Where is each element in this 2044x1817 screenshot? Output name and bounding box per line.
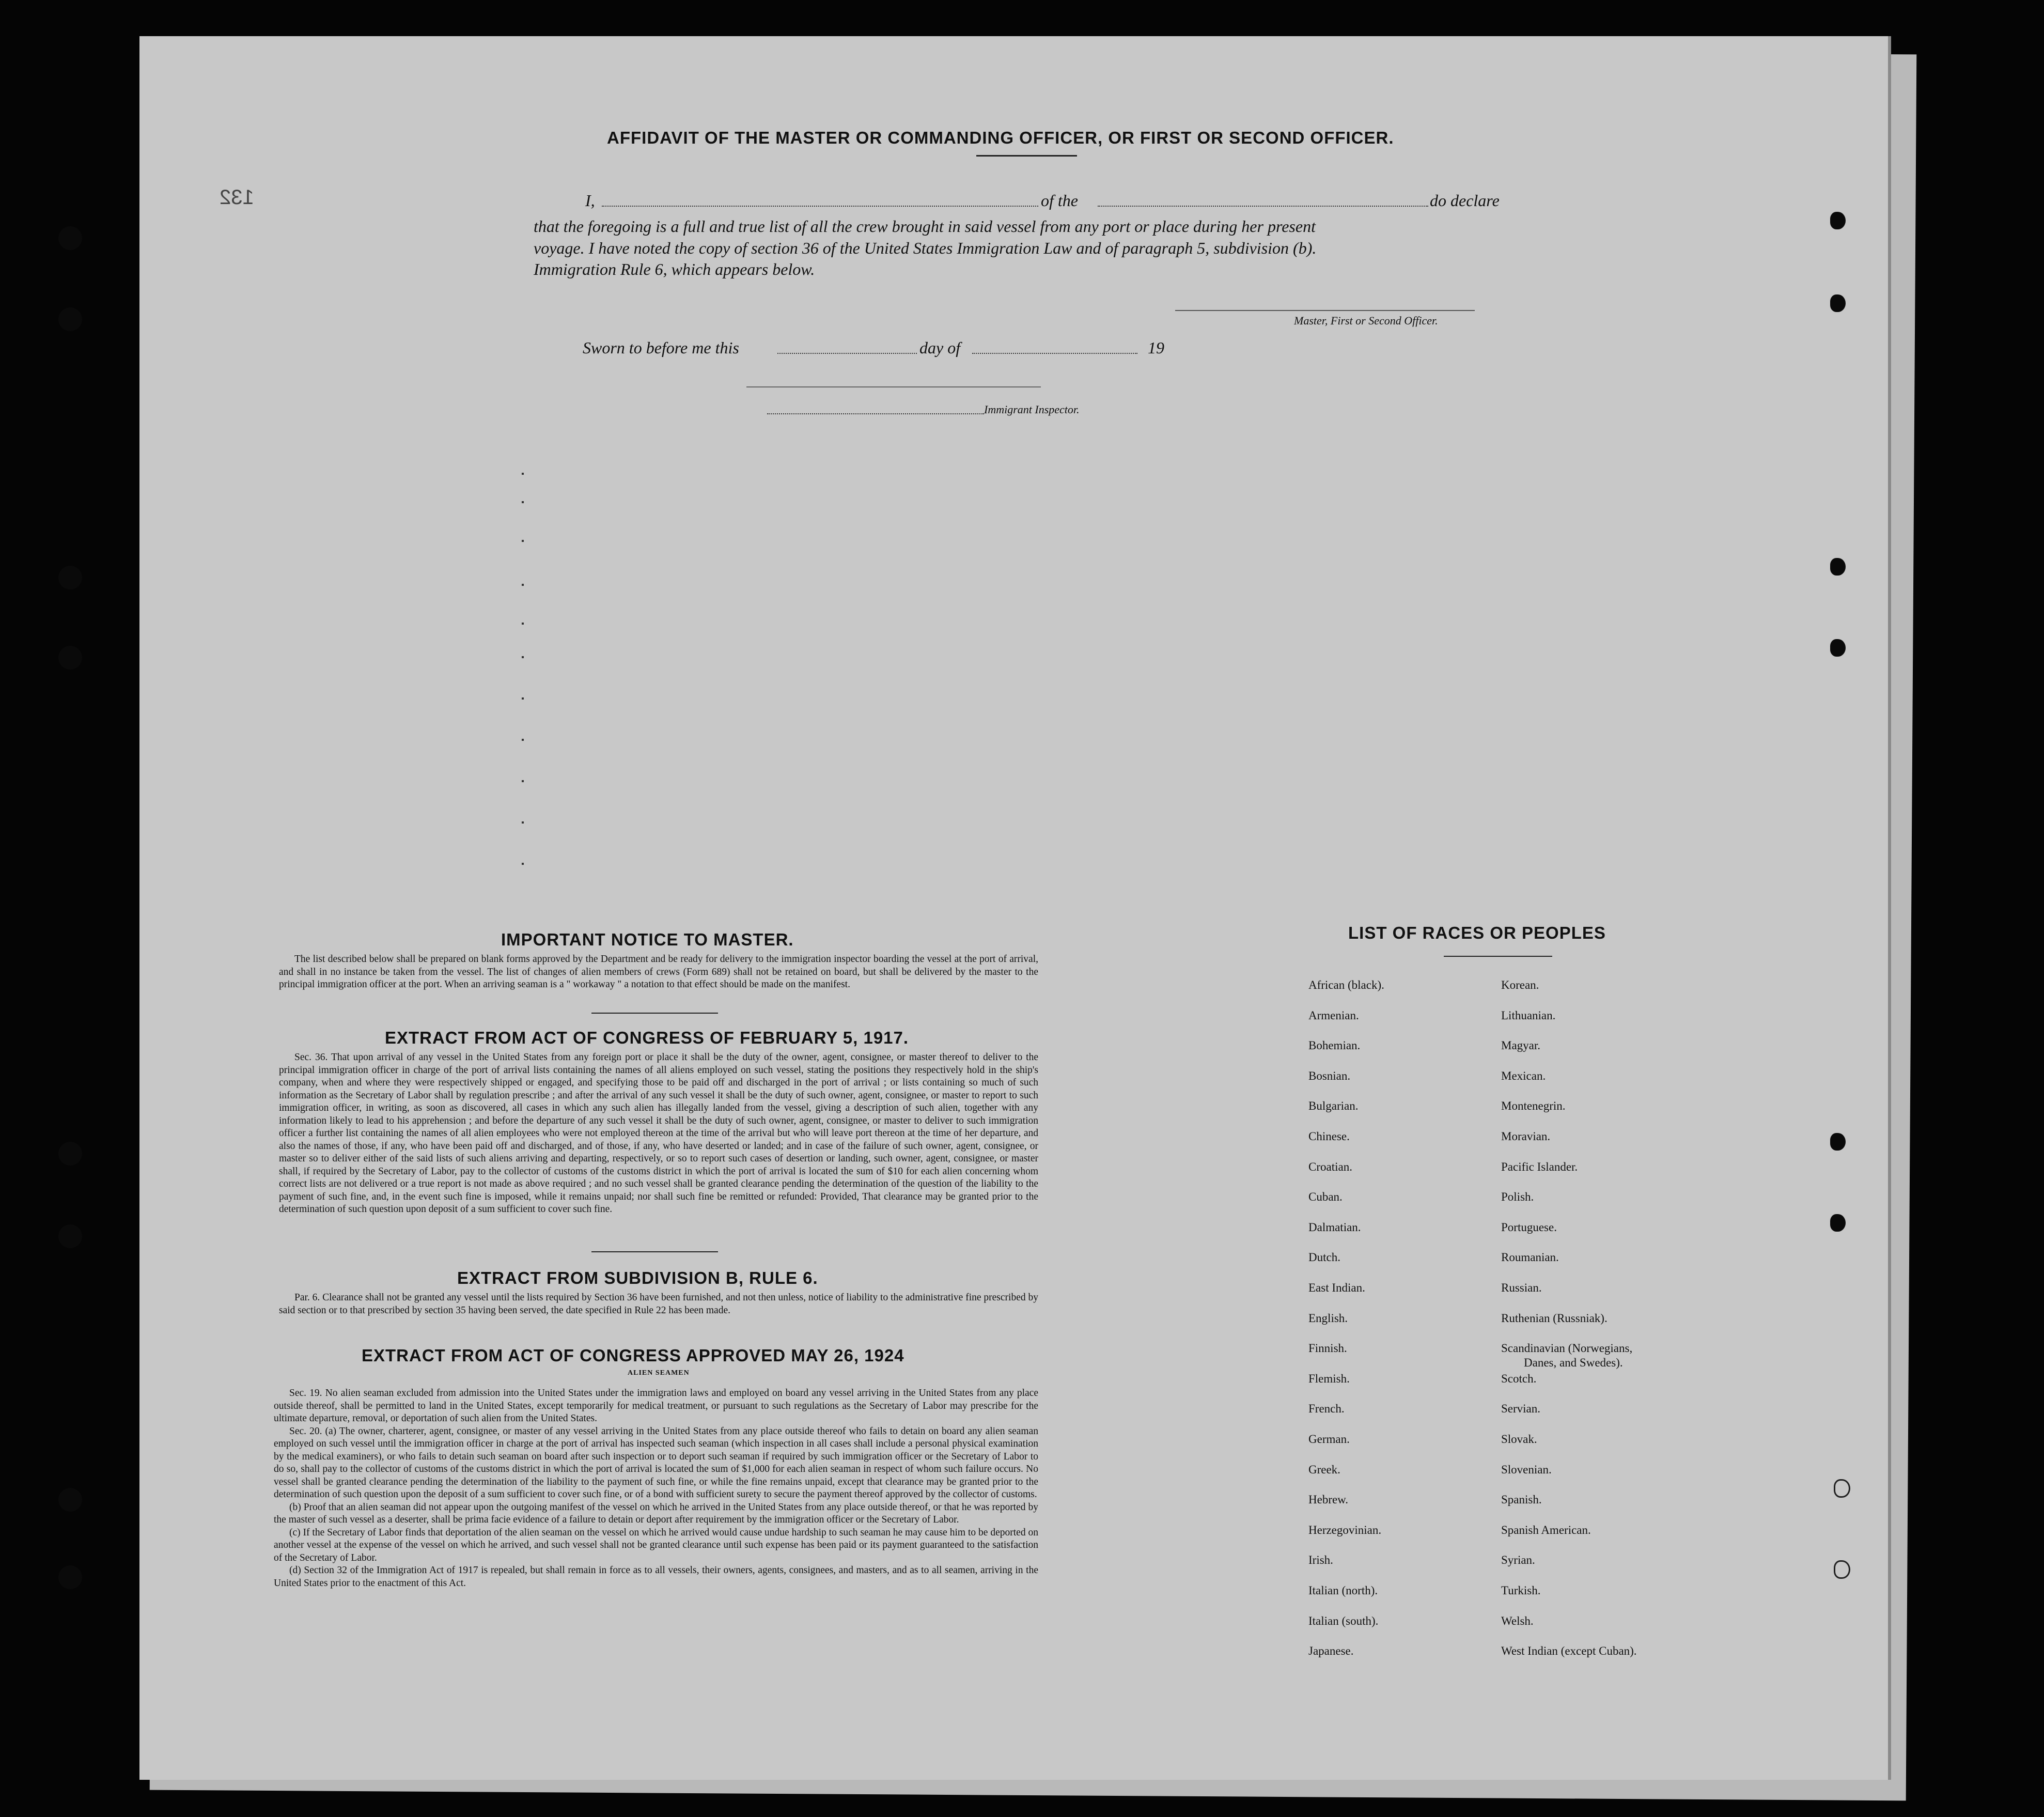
race-item-continuation: Danes, and Swedes). [1524,1356,1623,1369]
vessel-name-field[interactable] [1098,206,1428,207]
notice-title: IMPORTANT NOTICE TO MASTER. [501,930,794,949]
sec-19-paragraph: Sec. 19. No alien seaman excluded from admission into the United States under the immigration laws and employed on board any vessel arriving in the United States from any place outside thereof, shall be permitted to land in the United States, except temporarily for medical treatment, or pursuant to such regulations as the Secretary of Labor may prescribe for the ultimate departure, removal, or deportation of such alien from the United States. [274,1388,1038,1424]
race-item: Magyar. [1501,1039,1541,1052]
extract-rule6-title: EXTRACT FROM SUBDIVISION B, RULE 6. [457,1268,818,1287]
extract-1924-subtitle: ALIEN SEAMEN [628,1369,690,1377]
inspector-label: Immigrant Inspector. [984,403,1080,416]
binder-hole-left [58,307,82,331]
race-item: Armenian. [1308,1009,1359,1022]
extract-1917-rule [591,1251,718,1252]
master-name-field[interactable] [602,206,1038,207]
race-item: Japanese. [1308,1644,1354,1657]
race-item: Welsh. [1501,1614,1534,1627]
race-item: German. [1308,1433,1350,1446]
sec-20c-paragraph: (c) If the Secretary of Labor finds that deportation of the alien seaman on the vessel on which he arrived would cause undue hardship to such seaman he may cause him to be deported on another vessel at the expense of the vessel on which he arrived, and such vessel shall not be granted clearance until such expense has been paid or its payment guaranteed to the satisfaction of the Secretary of Labor. [274,1527,1038,1563]
race-item: Italian (south). [1308,1614,1379,1627]
race-item: Ruthenian (Russniak). [1501,1312,1608,1325]
race-item: Roumanian. [1501,1251,1559,1264]
race-item: Slovenian. [1501,1463,1552,1476]
race-item: Irish. [1308,1554,1333,1566]
race-item: Polish. [1501,1190,1534,1203]
race-item: Mexican. [1501,1069,1546,1082]
sec-20d-paragraph: (d) Section 32 of the Immigration Act of 1917 is repealed, but shall remain in force as to all vessels, their owners, agents, consignees, and masters, and as to all seamen, arriving in the United States prior to the enactment of this Act. [274,1565,1038,1589]
binder-hole-left [58,1224,82,1248]
binder-hole-right [1830,558,1846,576]
binder-hole-left [58,1565,82,1589]
race-item: Pacific Islander. [1501,1160,1578,1173]
affidavit-line-3: voyage. I have noted the copy of section 36 of the United States Immigration Law and of paragraph 5, subdivision (b). [534,239,1317,257]
race-item: Turkish. [1501,1584,1541,1597]
race-item: French. [1308,1402,1345,1415]
race-item: Greek. [1308,1463,1340,1476]
binder-hole-left [58,566,82,589]
race-item: Bulgarian. [1308,1099,1359,1112]
notice-paragraph: The list described below shall be prepared on blank forms approved by the Department and be ready for delivery to the immigration inspector boarding the vessel at the port of arrival, and shall in no instance be taken from the vessel. The list of changes of alien members of crews (Form 689) shall not be retained on board, but shall be delivered by the master to the principal immigration officer at the port. When an arriving seaman is a " workaway " a notation to that effect should be made on the manifest. [279,954,1038,990]
race-item: Croatian. [1308,1160,1352,1173]
affidavit-title: AFFIDAVIT OF THE MASTER OR COMMANDING OFFICER, OR FIRST OR SECOND OFFICER. [607,128,1394,147]
affidavit-line-4: Immigration Rule 6, which appears below. [534,260,815,278]
race-item: Servian. [1501,1402,1541,1415]
race-item: Spanish American. [1501,1524,1591,1536]
race-item: Korean. [1501,979,1539,991]
inspector-signature-field[interactable] [767,413,984,414]
race-item: Scotch. [1501,1372,1537,1385]
race-item: Italian (north). [1308,1584,1378,1597]
race-item: African (black). [1308,979,1384,991]
binder-hole-left [58,226,82,250]
race-item: Moravian. [1501,1130,1551,1143]
races-title-rule [1444,956,1552,957]
notice-text [279,953,1038,991]
year-prefix: 19 [1148,338,1164,357]
notice-rule [591,1013,718,1014]
sec-20b-paragraph: (b) Proof that an alien seaman did not appear upon the outgoing manifest of the vessel on which he arrived in the United States from any place outside thereof, or that he was reported by the master of such vessel as a deserter, shall be prima facie evidence of a failure to detain or deport after requirement by the immigration officer or the Secretary of Labor. [274,1501,1038,1525]
sworn-day-field[interactable] [777,353,917,354]
race-item: Chinese. [1308,1130,1350,1143]
officer-signature-label: Master, First or Second Officer. [1294,314,1438,327]
extract-1917-text [279,1051,1038,1216]
race-item: Flemish. [1308,1372,1350,1385]
race-item: Dutch. [1308,1251,1340,1264]
binder-hole-right [1834,1560,1850,1579]
race-item: Portuguese. [1501,1221,1557,1234]
race-item: Bosnian. [1308,1069,1351,1082]
binder-hole-left [58,646,82,670]
binder-hole-right [1830,639,1846,657]
affidavit-title-rule [976,155,1077,157]
race-item: Syrian. [1501,1554,1535,1566]
sec-20a-paragraph: Sec. 20. (a) The owner, charterer, agent, consignee, or master of any vessel arriving in the United States from any place outside thereof who fails to detain on board any alien seaman employed on such vessel until the immigration officer in charge at the port of arrival has inspected such seaman (which inspection in all cases shall include a personal physical examination by the medical examiners), or who fails to detain such seaman on board after such inspection or to deport such seaman if required by such immigration officer or the Secretary of Labor to do so, shall pay to the collector of customs of the customs district in which the port of arrival is located the sum of $1,000 for each alien seaman in respect of whom such failure occurs. No vessel shall be granted clearance pending the determination of the liability to the payment of such fine, or while the fine remains unpaid, except that clearance may be granted prior to the determination of such question upon the deposit of a sum sufficient to cover such fine, or of a bond with sufficient surety to secure the payment thereof approved by the collector of customs. [274,1425,1038,1500]
binder-hole-right [1830,212,1846,229]
binder-hole-right [1830,294,1846,312]
race-item: Bohemian. [1308,1039,1361,1052]
race-item: Lithuanian. [1501,1009,1556,1022]
extract-1924-title: EXTRACT FROM ACT OF CONGRESS APPROVED MAY 26, 1924 [362,1346,904,1365]
race-item: West Indian (except Cuban). [1501,1644,1637,1657]
binder-hole-left [58,1142,82,1166]
sworn-text: Sworn to before me this [583,338,739,357]
race-item: Spanish. [1501,1493,1542,1506]
affidavit-do-declare: do declare [1430,191,1500,210]
officer-signature-field[interactable] [1175,310,1475,311]
margin-page-number: 132 [220,186,254,209]
extract-rule6-paragraph: Par. 6. Clearance shall not be granted any vessel until the lists required by Section 36 have been furnished, and not then unless, notice of liability to the administrative fine prescribed by said section or to that prescribed by section 35 having been served, the date specified in Rule 22 has been made. [279,1292,1038,1316]
affidavit-i: I, [585,191,595,210]
races-title: LIST OF RACES OR PEOPLES [1348,923,1606,942]
extract-1917-paragraph: Sec. 36. That upon arrival of any vessel in the United States from any foreign port or place it shall be the duty of the owner, agent, consignee, or master thereof to deliver to the principal immigration officer in charge of the port of arrival lists containing the names of all aliens employed on such vessel, stating the positions they respectively hold in the ship's company, when and where they were respectively shipped or engaged, and specifying those to be paid off and discharged in the port of arrival ; or lists containing so much of such information as the Secretary of Labor shall by regulation prescribe ; and after the arrival of any such vessel it shall be the duty of such owner, agent, consignee, or master to report to such immigration officer, in writing, as soon as discovered, all cases in which any such alien has illegally landed from the vessel, giving a description of such alien, together with any information likely to lead to his apprehension ; and before the departure of any such vessel it shall be the duty of such owner, agent, consignee, or master to deliver to such immigration officer a further list containing the names of all alien employees who were not employed thereon at the time of the arrival but who will leave port thereon at the time of her departure, and also the names of those, if any, who have been paid off and discharged, and of those, if any, who have deserted or landed; and in case of the failure of such owner, agent, consignee, or master so to deliver either of the said lists of such aliens arriving and departing, respectively, or so to report such cases of desertion or landing, such owner, agent, consignee, or master shall, if required by the Secretary of Labor, pay to the collector of customs of the customs district in which the port of arrival is located the sum of $10 for each alien concerning whom correct lists are not delivered or a true report is not made as above required ; and no such vessel shall be granted clearance pending the determination of the question of the liability to the payment of such fine, and, in the event such fine is imposed, while it remains unpaid; nor shall such fine be remitted or refunded: Provided, That clearance may be granted prior to the determination of such question upon deposit of a sum sufficient to cover such fine. [279,1052,1038,1215]
binder-hole-left [58,1488,82,1512]
race-item: English. [1308,1312,1348,1325]
extract-1924-text [274,1387,1038,1590]
race-item: Herzegovinian. [1308,1524,1382,1536]
binder-hole-right [1830,1133,1846,1151]
race-item: Slovak. [1501,1433,1537,1446]
affidavit-of-the: of the [1041,191,1078,210]
race-item: Finnish. [1308,1342,1347,1355]
race-item: Russian. [1501,1281,1542,1294]
binder-hole-right [1834,1479,1850,1498]
race-item: Hebrew. [1308,1493,1349,1506]
binder-hole-right [1830,1214,1846,1232]
race-item: East Indian. [1308,1281,1365,1294]
extract-1917-title: EXTRACT FROM ACT OF CONGRESS OF FEBRUARY 5, 1917. [385,1028,909,1047]
extract-rule6-text [279,1292,1038,1317]
affidavit-line-2: that the foregoing is a full and true list of all the crew brought in said vessel from any port or place during her present [534,217,1316,236]
race-item: Montenegrin. [1501,1099,1566,1112]
race-item: Cuban. [1308,1190,1343,1203]
sworn-month-field[interactable] [972,353,1137,354]
race-item: Scandinavian (Norwegians, [1501,1342,1633,1355]
day-of-text: day of [919,338,961,357]
race-item: Dalmatian. [1308,1221,1361,1234]
inspector-upper-line [746,386,1041,387]
